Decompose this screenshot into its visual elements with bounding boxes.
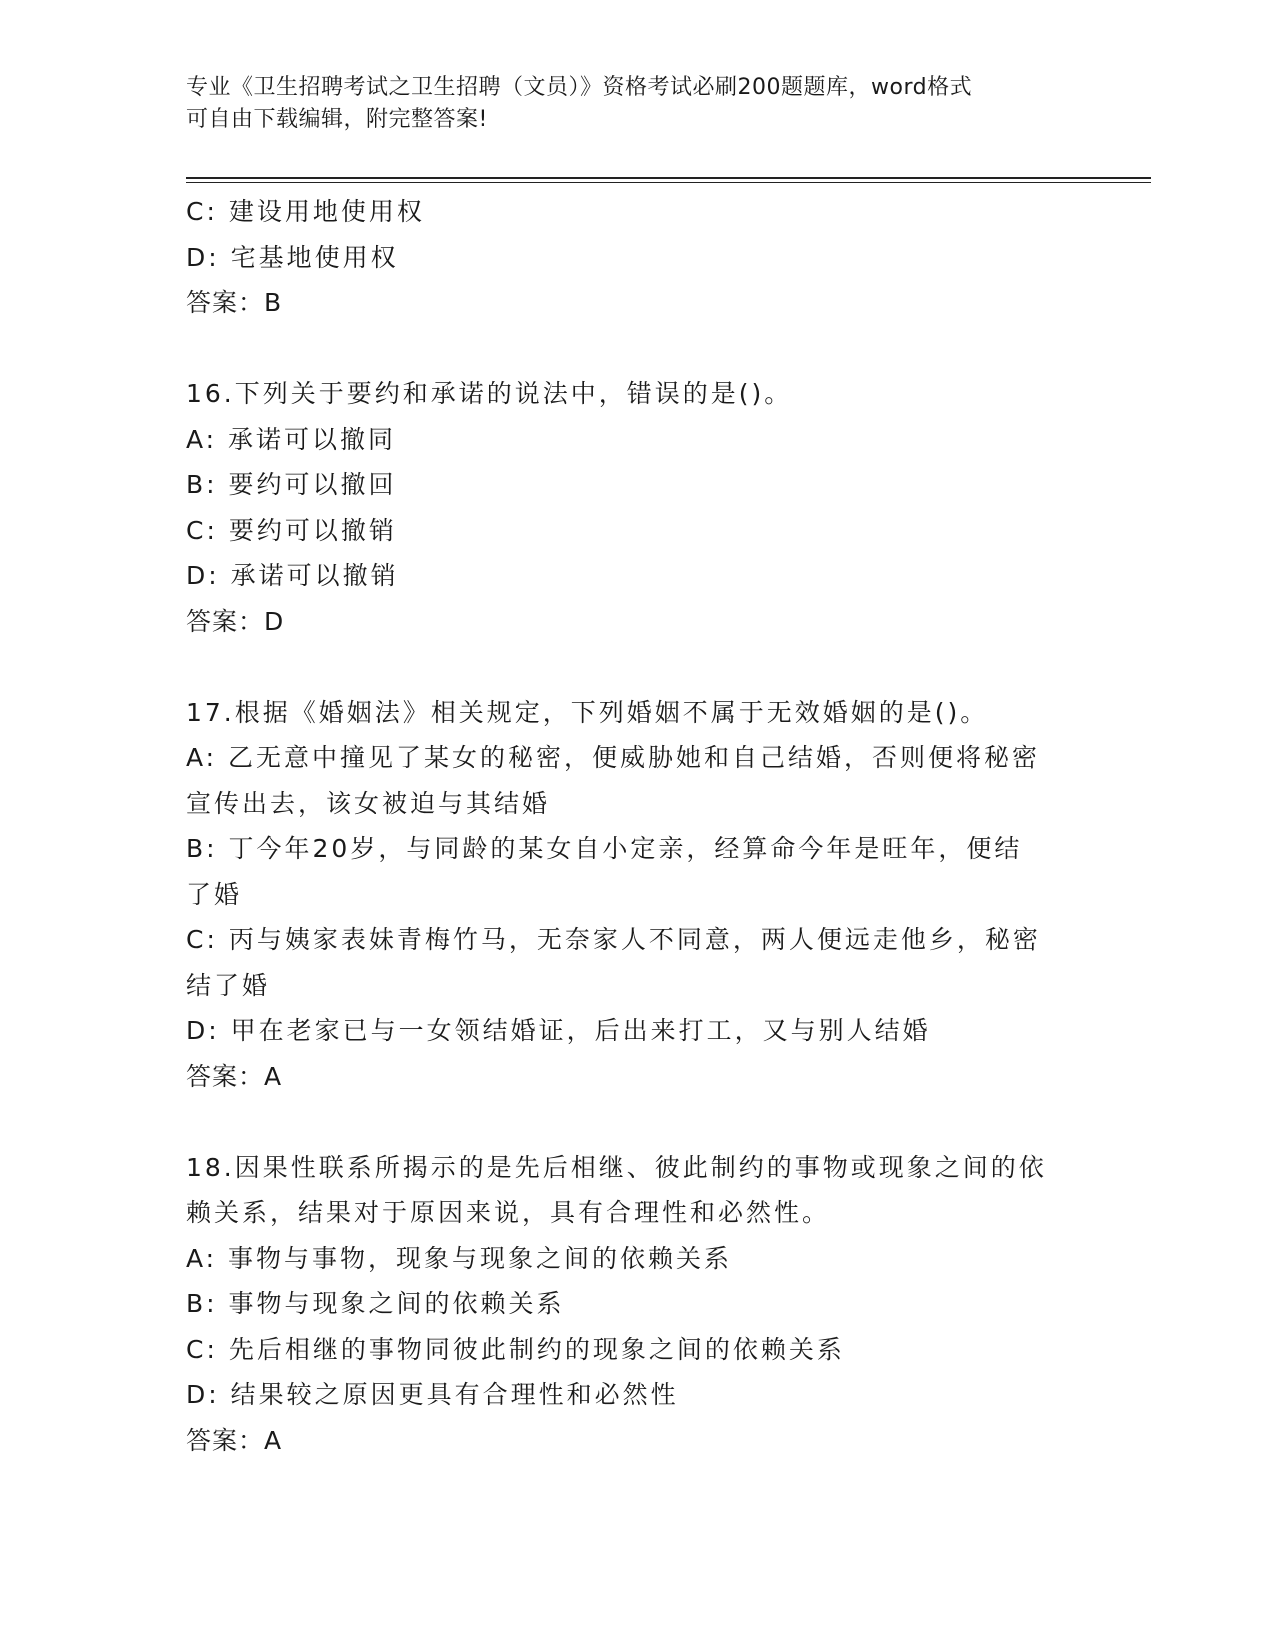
answer: 答案：A: [186, 1425, 283, 1455]
spacer: [186, 326, 1066, 372]
option-b: B: 事物与现象之间的依赖关系: [186, 1289, 565, 1318]
option-b: B: 要约可以撤回: [186, 470, 397, 499]
option-c: C: 建设用地使用权: [186, 197, 425, 226]
option-a-continued: 宣传出去，该女被迫与其结婚: [186, 788, 551, 818]
answer: 答案：A: [186, 1061, 283, 1091]
option-b-continued: 了婚: [186, 879, 243, 909]
question-stem: 16.下列关于要约和承诺的说法中，错误的是()。: [186, 379, 793, 408]
answer: 答案：D: [186, 606, 285, 636]
question-stem: 18.因果性联系所揭示的是先后相继、彼此制约的事物或现象之间的依: [186, 1152, 1047, 1182]
header-rule-thick: [186, 177, 1151, 179]
option-d: D: 宅基地使用权: [186, 242, 399, 272]
page-header: [186, 72, 1066, 136]
header-rule-thin: [186, 182, 1151, 183]
option-a: A: 承诺可以撤同: [186, 424, 397, 454]
spacer: [186, 644, 1066, 690]
question-stem: 17.根据《婚姻法》相关规定，下列婚姻不属于无效婚姻的是()。: [186, 697, 989, 727]
spacer: [186, 1099, 1066, 1145]
option-b: B: 丁今年20岁，与同龄的某女自小定亲，经算命今年是旺年，便结: [186, 834, 1023, 863]
question-stem-continued: 赖关系，结果对于原因来说，具有合理性和必然性。: [186, 1198, 831, 1227]
continued-question: [186, 189, 1066, 326]
option-c-continued: 结了婚: [186, 970, 271, 1000]
option-c: C: 要约可以撤销: [186, 515, 397, 545]
option-c: C: 先后相继的事物同彼此制约的现象之间的依赖关系: [186, 1334, 845, 1364]
option-a: A: 乙无意中撞见了某女的秘密，便威胁她和自己结婚，否则便将秘密: [186, 743, 1041, 772]
option-d: D: 承诺可以撤销: [186, 561, 399, 590]
option-a: A: 事物与事物，现象与现象之间的依赖关系: [186, 1243, 733, 1273]
header-line-1: 专业《卫生招聘考试之卫生招聘（文员）》资格考试必刷200题题库，word格式: [186, 75, 973, 100]
question-18: [186, 1145, 1066, 1464]
question-17: [186, 690, 1066, 1100]
question-16: [186, 371, 1066, 644]
option-d: D: 结果较之原因更具有合理性和必然性: [186, 1380, 679, 1409]
question-list: [186, 189, 1066, 1463]
option-c: C: 丙与姨家表妹青梅竹马，无奈家人不同意，两人便远走他乡，秘密: [186, 925, 1041, 954]
header-line-2: 可自由下载编辑，附完整答案!: [186, 107, 488, 132]
answer: 答案：B: [186, 288, 283, 317]
option-d: D: 甲在老家已与一女领结婚证，后出来打工，又与别人结婚: [186, 1016, 931, 1045]
